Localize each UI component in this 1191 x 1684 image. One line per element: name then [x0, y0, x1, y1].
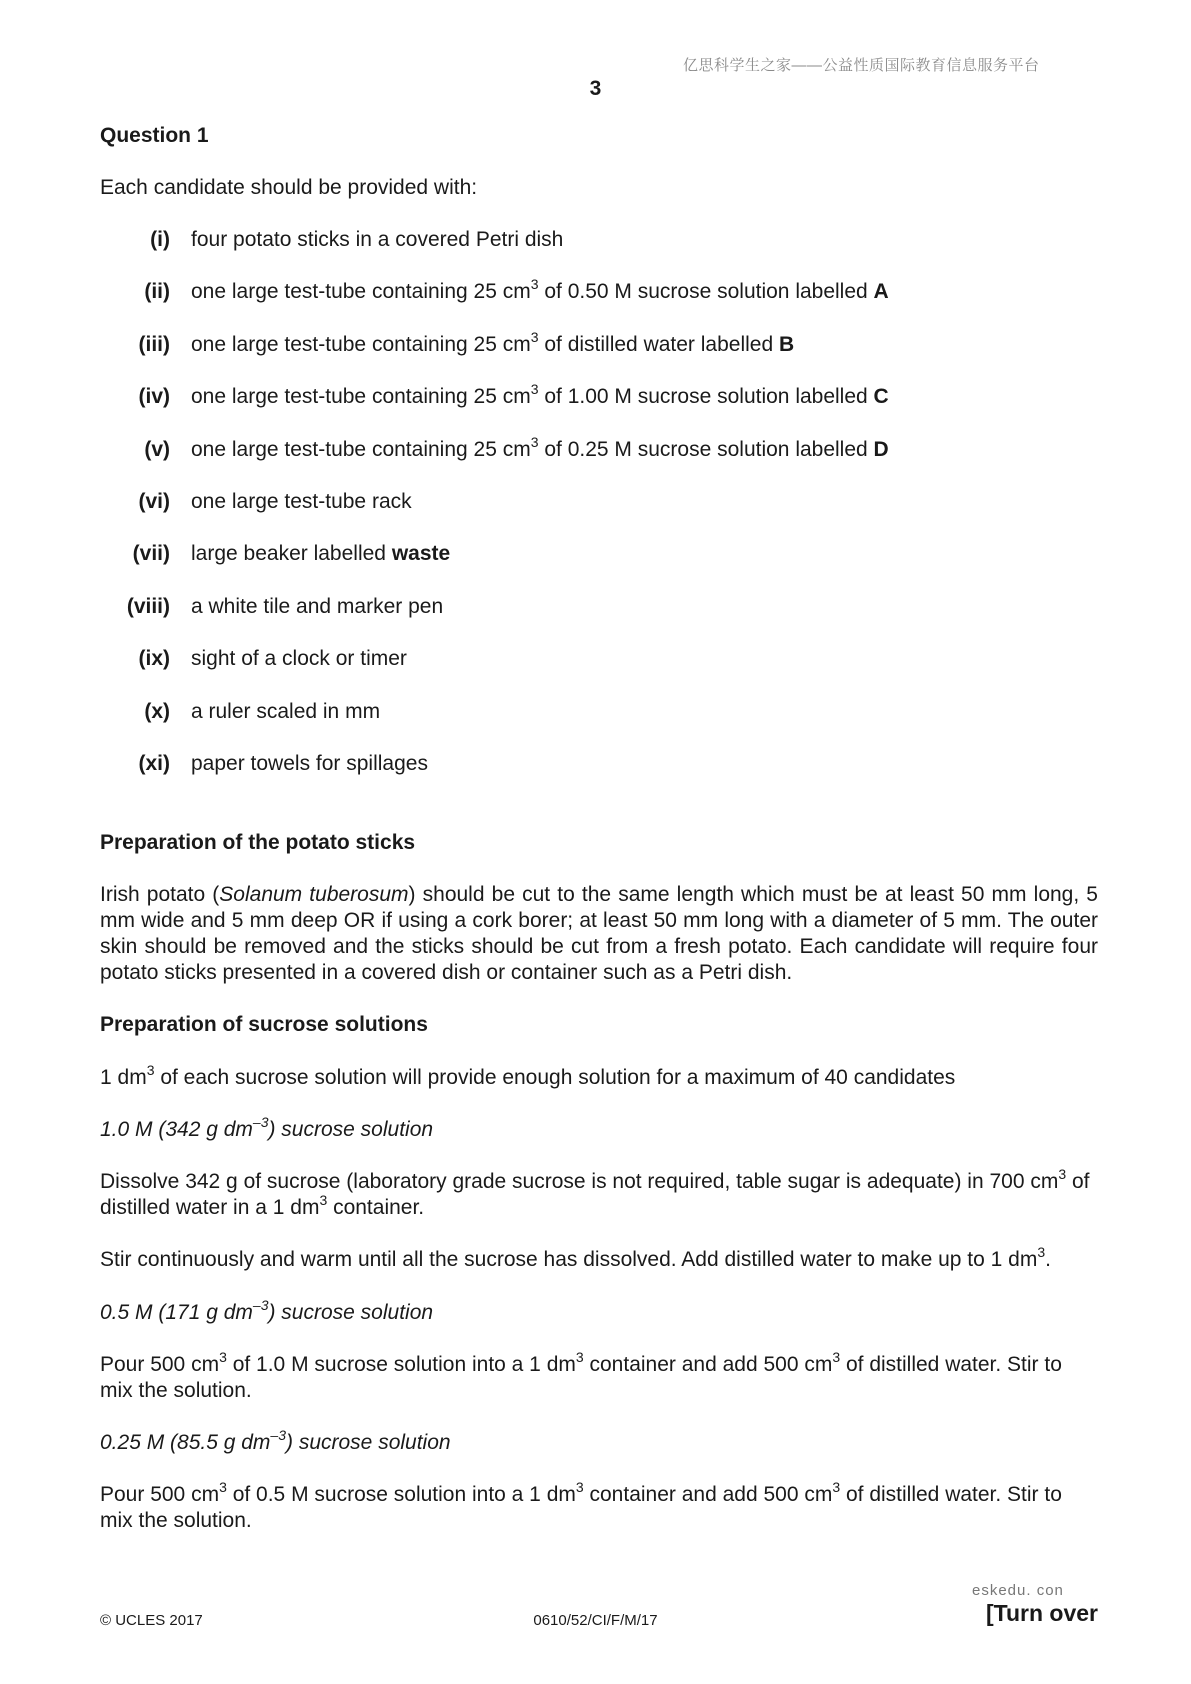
- solution-1m-stir-instructions: Stir continuously and warm until all the sucrose has dissolved. Add distilled water to make up to 1 $dm^3$.: [100, 1244, 1051, 1271]
- sucrose-section-heading: Preparation of sucrose solutions: [100, 1013, 428, 1036]
- list-item: [100, 328, 1000, 384]
- list-item: [100, 751, 1000, 803]
- item-text: one large test-tube containing 25 $cm^3$ of 1.00 M sucrose solution labelled C: [191, 381, 889, 409]
- header-watermark: 亿思科学生之家——公益性质国际教育信息服务平台: [683, 57, 1040, 74]
- item-number: (ix): [138, 647, 170, 671]
- item-text: four potato sticks in a covered Petri dish: [191, 228, 564, 251]
- item-number: (iii): [138, 332, 170, 356]
- item-number: (i): [150, 228, 170, 251]
- list-item: [100, 489, 1000, 541]
- item-number: (xi): [138, 751, 170, 775]
- item-number: (x): [144, 699, 170, 723]
- item-text: sight of a clock or timer: [191, 647, 407, 671]
- item-text: paper towels for spillages: [191, 751, 428, 775]
- list-item: [100, 276, 1000, 331]
- list-item: [100, 646, 1000, 698]
- solution-025m-instructions: Pour 500 $cm^3$ of 0.5 M sucrose solution into a 1 $dm^3$ container and add 500 $cm^3$ of distilled water. Stir to mix the solution.: [100, 1479, 1062, 1532]
- site-watermark: eskedu. con: [972, 1582, 1064, 1599]
- list-item: [100, 594, 1000, 646]
- list-item: [100, 227, 1000, 279]
- item-number: (iv): [138, 385, 170, 409]
- item-text: one large test-tube containing 25 $cm^3$ of 0.50 M sucrose solution labelled A: [191, 276, 889, 304]
- list-item: [100, 381, 1000, 436]
- item-text: a ruler scaled in mm: [191, 699, 381, 723]
- item-text: one large test-tube rack: [191, 489, 412, 513]
- potato-paragraph: Irish potato (Solanum tuberosum) should be cut to the same length which must be at least 50 mm long, 5 mm wide and 5 mm deep OR if using a cork borer; at least 50 mm long with a diameter of 5 mm. The outer skin should be removed and the sticks should be cut from a fresh potato. Each candidate will require four potato sticks presented in a covered dish or container such as a Petri dish.: [100, 883, 1098, 984]
- footer-paper-code: 0610/52/CI/F/M/17: [533, 1612, 658, 1629]
- solution-05m-instructions: Pour 500 $cm^3$ of 1.0 M sucrose solution into a 1 $dm^3$ container and add 500 $cm^3$ of distilled water. Stir to mix the solution.: [100, 1349, 1062, 1402]
- item-number: (ii): [144, 280, 170, 304]
- list-item: [100, 541, 1000, 593]
- turn-over-label: [Turn over: [985, 1600, 1098, 1626]
- solution-1m-heading: 1.0 M (342 g $dm^{-3}$) sucrose solution: [100, 1114, 434, 1141]
- solution-05m-heading: 0.5 M (171 g $dm^{-3}$) sucrose solution: [100, 1297, 434, 1324]
- solution-025m-heading: 0.25 M (85.5 g $dm^{-3}$) sucrose solution: [100, 1427, 451, 1454]
- item-text: one large test-tube containing 25 $cm^3$ of distilled water labelled B: [191, 328, 795, 356]
- page-number: 3: [589, 77, 602, 100]
- list-item: [100, 699, 1000, 751]
- question-intro: Each candidate should be provided with:: [100, 176, 478, 199]
- sucrose-intro: 1 $dm^3$ of each sucrose solution will provide enough solution for a maximum of 40 candidates: [100, 1062, 956, 1089]
- item-number: (vii): [132, 542, 170, 566]
- solution-1m-instructions: Dissolve 342 g of sucrose (laboratory grade sucrose is not required, table sugar is adequate) in 700 $cm^3$ of distilled water in a 1 $dm^3$ container.: [100, 1166, 1090, 1219]
- list-item: [100, 433, 1000, 489]
- question-title: Question 1: [100, 124, 209, 147]
- footer-copyright: © UCLES 2017: [100, 1612, 203, 1629]
- apparatus-list: [100, 227, 1000, 803]
- item-text: one large test-tube containing 25 $cm^3$ of 0.25 M sucrose solution labelled D: [191, 433, 889, 461]
- item-number: (viii): [126, 594, 170, 618]
- item-number: (v): [144, 437, 170, 461]
- item-number: (vi): [138, 489, 170, 513]
- item-text: a white tile and marker pen: [191, 594, 444, 618]
- potato-section-heading: Preparation of the potato sticks: [100, 831, 416, 854]
- item-text: large beaker labelled waste: [191, 542, 451, 566]
